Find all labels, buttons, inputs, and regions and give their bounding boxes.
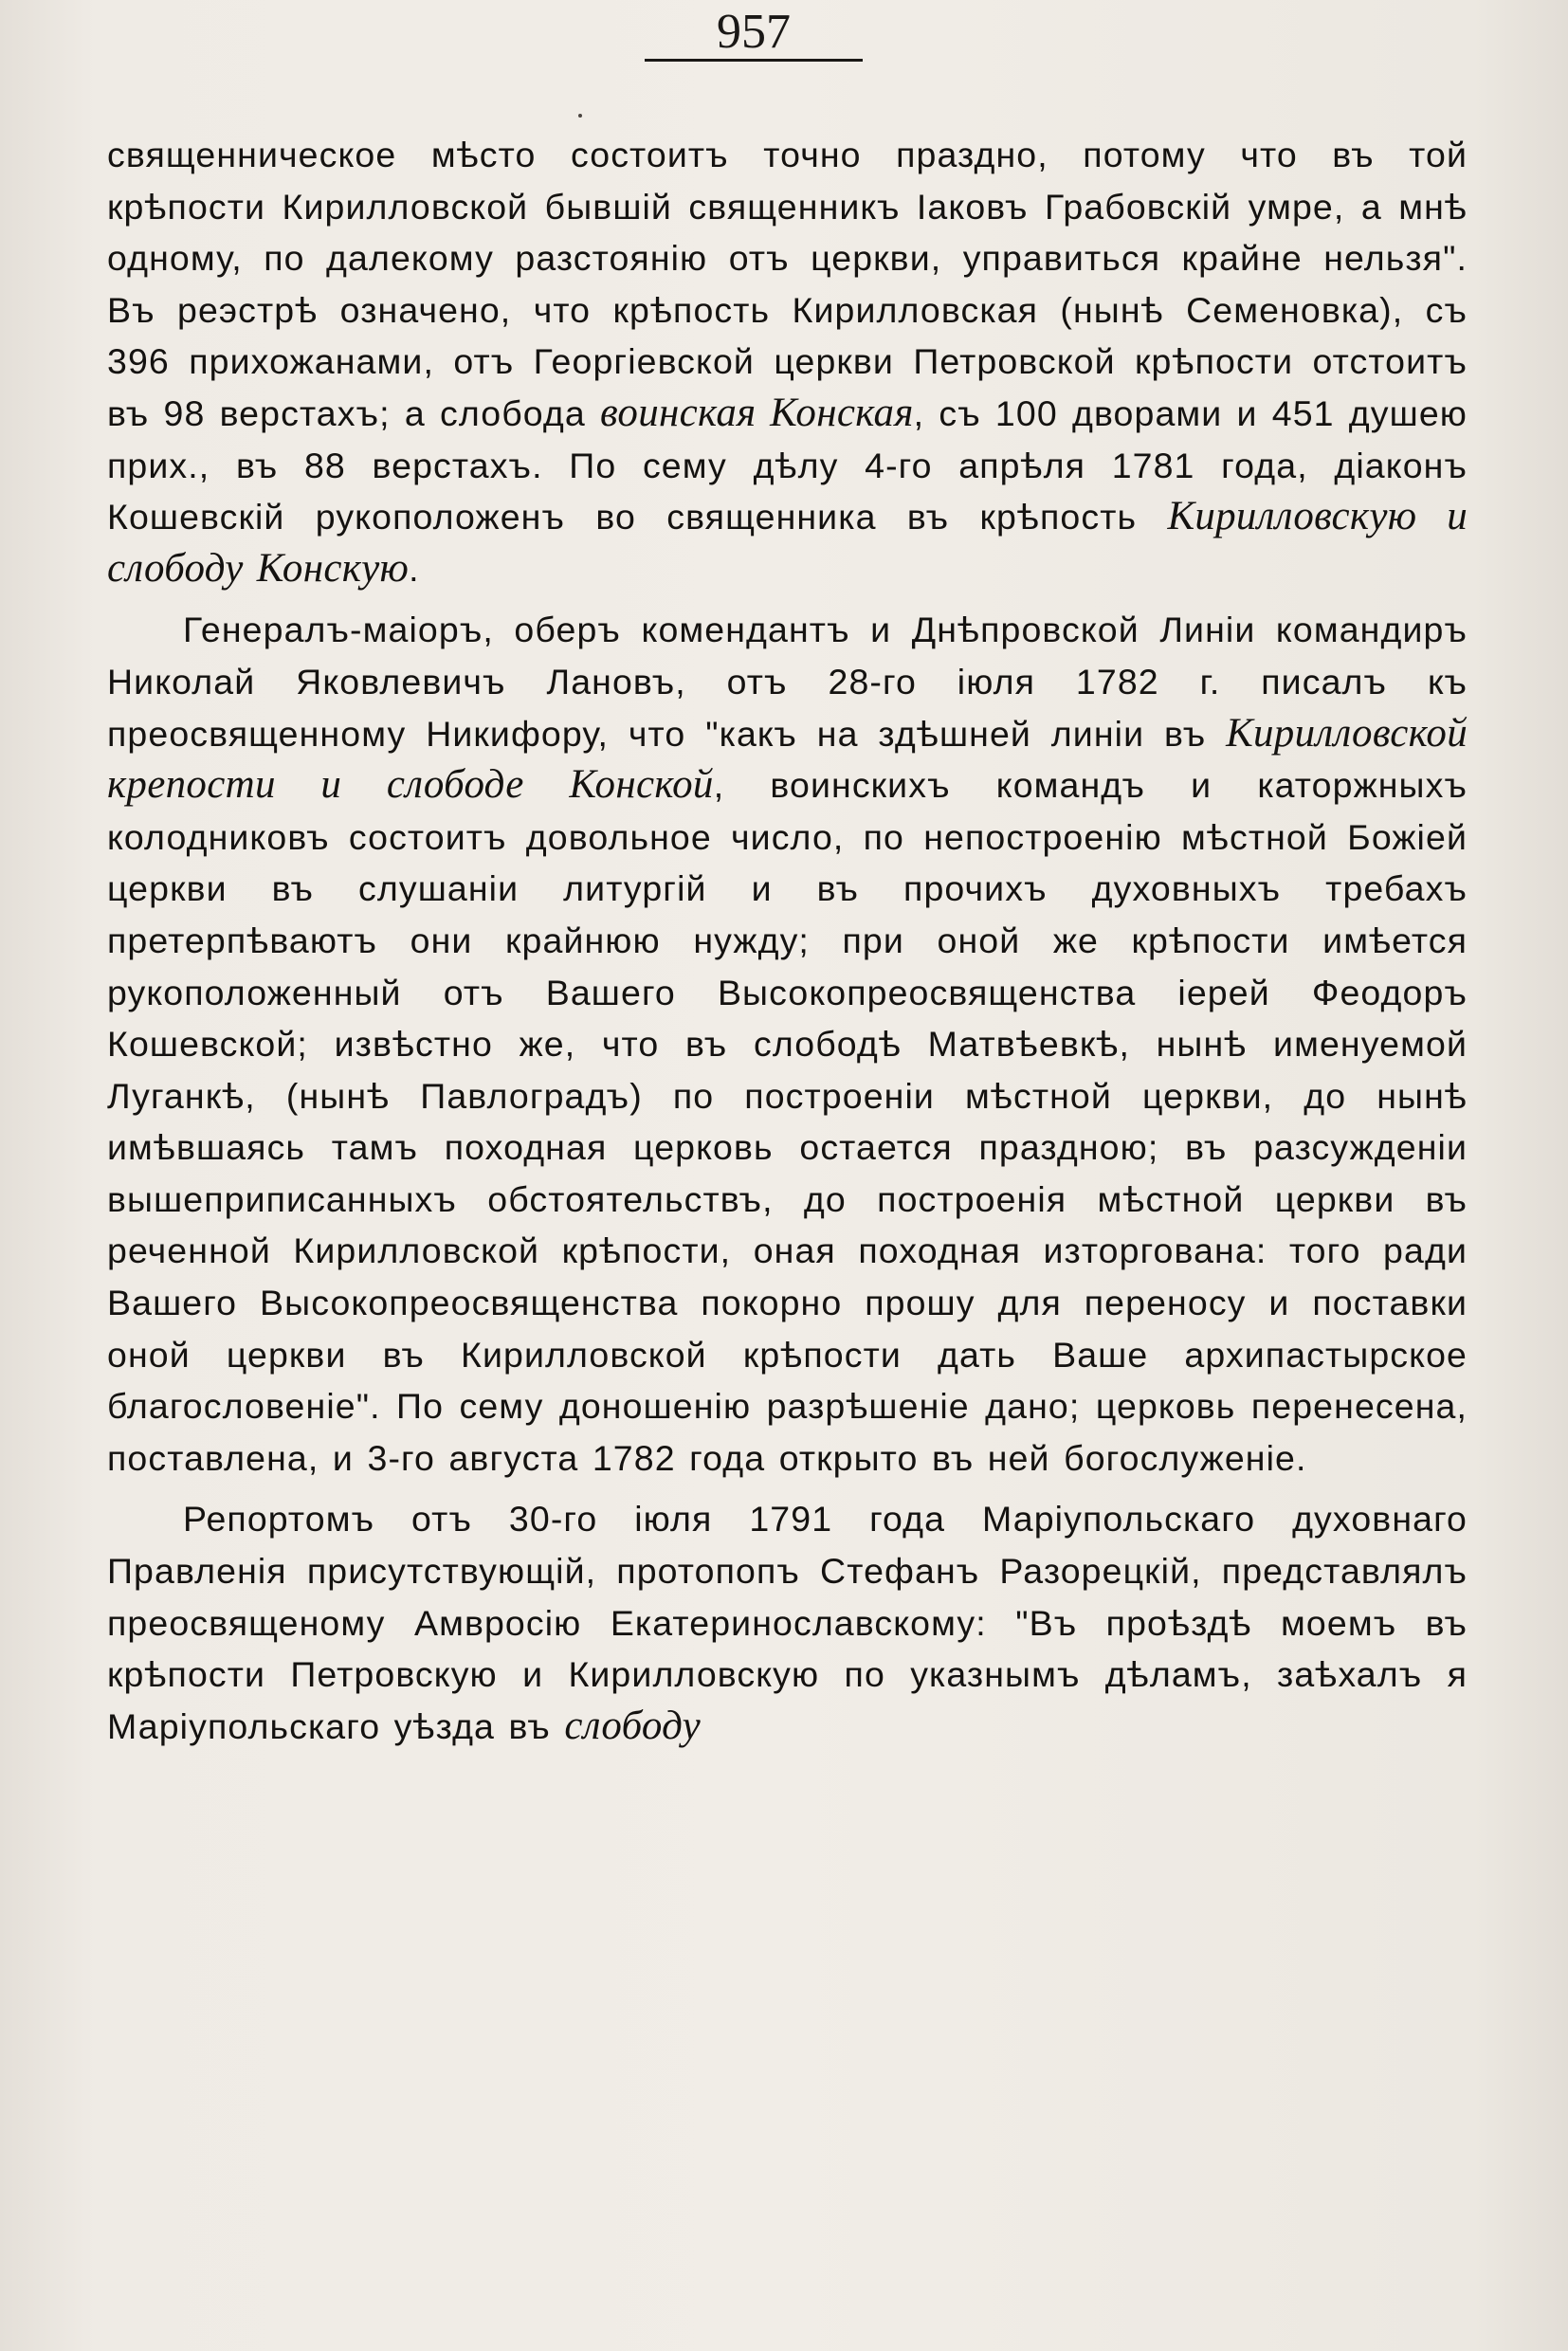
italic-run: Кирилловскую и слободу Конскую — [107, 494, 1468, 591]
paragraph-1 — [107, 129, 1468, 594]
ink-speck — [578, 114, 582, 118]
text-run: . — [409, 548, 420, 589]
body-text — [107, 129, 1468, 1752]
text-run: Генералъ-маіоръ, оберъ комендантъ и Днѣпровской Линіи командиръ Николай Яковлевичъ Лановъ, отъ 28-го іюля 1782 г. писалъ къ преосвященному Никифору, что "какъ на здѣшней линіи въ — [107, 610, 1468, 754]
text-run: священническое мѣсто состоитъ точно праздно, потому что въ той крѣпости Кирилловской бывшій священникъ Іаковъ Грабовскій умре, а мнѣ одному, по далекому разстоянію отъ церкви, управиться крайне нельзя". Въ реэстрѣ означено, что крѣпость Кирилловская (нынѣ Семеновка), съ 396 прихожанами, отъ Георгіевской церкви Петровской крѣпости отстоитъ въ 98 верстахъ; а слобода — [107, 135, 1468, 433]
page-number-rule — [645, 59, 863, 62]
paragraph-2 — [107, 604, 1468, 1484]
paragraph-3 — [107, 1493, 1468, 1752]
page-number: 957 — [717, 5, 791, 59]
italic-run: воинская Конская — [600, 390, 914, 435]
text-run: , съ 100 дворами и 451 душею прих., въ 88 верстахъ. По сему дѣлу 4-го апрѣля 1781 года, діаконъ Кошевскій рукоположенъ во священника въ крѣпость — [107, 392, 1468, 538]
italic-run: Кирилловской крепости и слободе Конской — [107, 710, 1468, 808]
text-run: Репортомъ отъ 30-го іюля 1791 года Маріупольскаго духовнаго Правленія присутствующій, протопопъ Стефанъ Разорецкій, представлялъ преосвященому Амвросію Екатеринославскому: "Въ проѣздѣ моемъ въ крѣпости Петровскую и Кирилловскую по указнымъ дѣламъ, заѣхалъ я Маріупольскаго уѣзда въ — [107, 1499, 1468, 1746]
text-run: , воинскихъ командъ и каторжныхъ колодниковъ состоитъ довольное число, по непостроенію мѣстной Божіей церкви въ слушаніи литургій и въ прочихъ духовныхъ требахъ претерпѣваютъ они крайнюю нужду; при оной же крѣпости имѣется рукоположенный отъ Вашего Высокопреосвященства іерей Феодоръ Кошевской; извѣстно же, что въ слободѣ Матвѣевкѣ, нынѣ именуемой Луганкѣ, (нынѣ Павлоградъ) по построеніи мѣстной церкви, до нынѣ имѣвшаясь тамъ походная церковь остается праздною; въ разсужденіи вышеприписанныхъ обстоятельствъ, до построенія мѣстной церкви въ реченной Кирилловской крѣпости, оная походная изторгована: того ради Вашего Высокопреосвященства покорно прошу для переносу и поставки оной церкви въ Кирилловской крѣпости дать Ваше архипастырское благословеніе". По сему доношенію разрѣшеніе дано; церковь перенесена, поставлена, и 3-го августа 1782 года открыто въ ней богослуженіе. — [107, 765, 1468, 1478]
italic-run: слободу — [564, 1703, 702, 1748]
